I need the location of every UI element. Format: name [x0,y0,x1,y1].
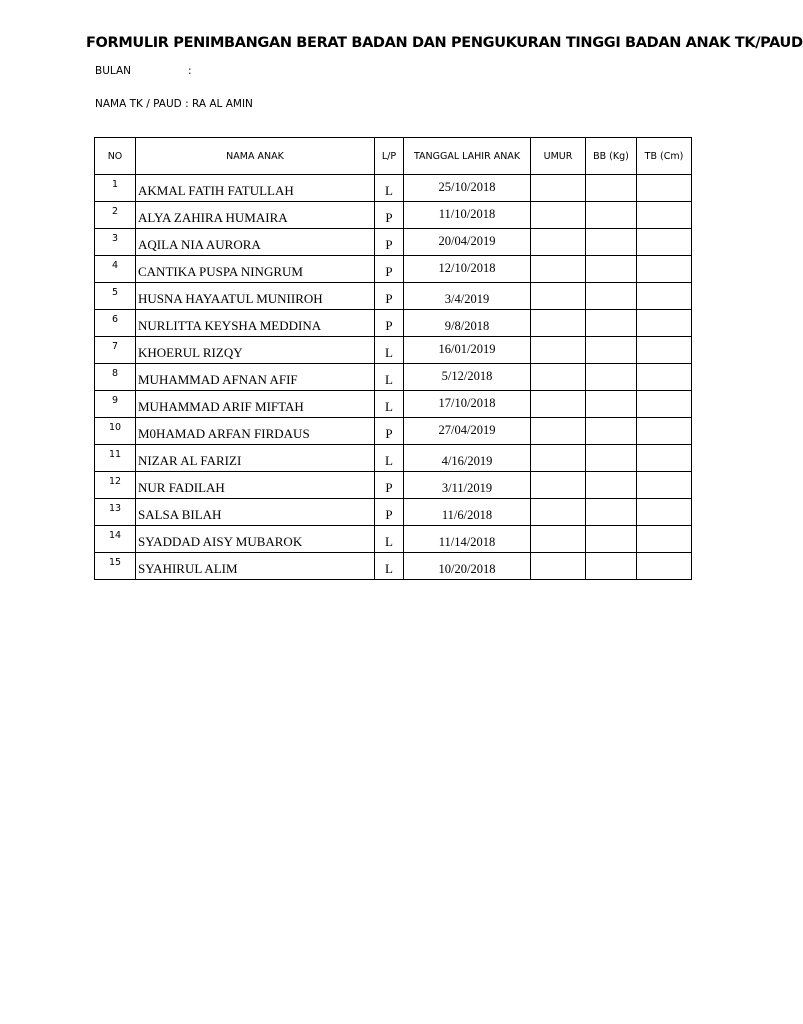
cell-lp [375,445,404,472]
cell-tanggal-lahir-text: 10/20/2018 [438,562,496,576]
cell-bb [586,499,637,526]
cell-tanggal-lahir [404,499,531,526]
cell-lp-text: P [385,318,393,333]
cell-no-text: 14 [108,530,122,541]
cell-bb [586,553,637,580]
cell-lp [375,391,404,418]
cell-nama-anak [136,418,375,445]
cell-umur [531,175,586,202]
header-bb: BB (Kg) [586,138,637,175]
cell-no [95,364,136,391]
bulan-colon: : [188,65,192,77]
cell-tb [637,499,692,526]
cell-lp [375,229,404,256]
table-row [95,310,692,337]
cell-no-text: 5 [111,287,119,298]
cell-no-text: 3 [111,233,119,244]
cell-lp [375,175,404,202]
cell-tb [637,391,692,418]
cell-umur [531,202,586,229]
cell-nama-anak-text: KHOERUL RIZQY [138,345,243,360]
cell-nama-anak [136,526,375,553]
cell-no-text: 1 [111,179,119,190]
header-lp: L/P [375,138,404,175]
table-row [95,337,692,364]
nama-tk-line: NAMA TK / PAUD : RA AL AMIN [95,98,253,110]
cell-tanggal-lahir [404,202,531,229]
cell-no [95,337,136,364]
cell-tanggal-lahir [404,553,531,580]
cell-lp-text: L [385,561,393,576]
cell-bb [586,337,637,364]
cell-no-text: 13 [108,503,122,514]
cell-lp [375,526,404,553]
cell-lp-text: L [385,183,393,198]
cell-nama-anak-text: SYAHIRUL ALIM [138,561,238,576]
cell-bb [586,175,637,202]
cell-tanggal-lahir [404,337,531,364]
table-row [95,445,692,472]
cell-tanggal-lahir-text: 16/01/2019 [438,342,496,356]
header-umur: UMUR [531,138,586,175]
page-title [86,31,803,55]
cell-no [95,526,136,553]
cell-tanggal-lahir [404,391,531,418]
table-row [95,229,692,256]
table-row [95,499,692,526]
cell-umur [531,472,586,499]
cell-no [95,175,136,202]
cell-umur [531,391,586,418]
cell-bb [586,229,637,256]
cell-bb [586,310,637,337]
cell-no [95,310,136,337]
cell-tanggal-lahir [404,175,531,202]
table-row [95,283,692,310]
cell-nama-anak [136,202,375,229]
cell-no-text: 11 [108,449,122,460]
cell-umur [531,418,586,445]
cell-bb [586,256,637,283]
cell-nama-anak-text: ALYA ZAHIRA HUMAIRA [138,210,288,225]
cell-nama-anak-text: CANTIKA PUSPA NINGRUM [138,264,303,279]
cell-no-text: 2 [111,206,119,217]
cell-lp [375,310,404,337]
cell-umur [531,229,586,256]
cell-no-text: 9 [111,395,119,406]
cell-nama-anak-text: NUR FADILAH [138,480,225,495]
cell-nama-anak-text: NURLITTA KEYSHA MEDDINA [138,318,322,333]
cell-bb [586,364,637,391]
cell-lp [375,553,404,580]
cell-lp-text: L [385,372,393,387]
cell-nama-anak-text: M0HAMAD ARFAN FIRDAUS [138,426,310,441]
cell-no [95,391,136,418]
cell-umur [531,337,586,364]
header-nama-anak: NAMA ANAK [136,138,375,175]
cell-nama-anak [136,391,375,418]
cell-umur [531,364,586,391]
cell-nama-anak-text: SALSA BILAH [138,507,222,522]
cell-tb [637,283,692,310]
table-row [95,526,692,553]
cell-tb [637,310,692,337]
cell-tanggal-lahir-text: 11/14/2018 [438,535,496,549]
cell-nama-anak [136,337,375,364]
cell-nama-anak [136,472,375,499]
table-row [95,391,692,418]
table-body [95,175,692,580]
cell-tanggal-lahir-text: 9/8/2018 [444,319,490,333]
cell-bb [586,283,637,310]
cell-nama-anak-text: AKMAL FATIH FATULLAH [138,183,294,198]
cell-umur [531,526,586,553]
cell-umur [531,310,586,337]
cell-lp [375,283,404,310]
page-title-text: FORMULIR PENIMBANGAN BERAT BADAN DAN PENGUKURAN TINGGI BADAN ANAK TK/PAUD [86,35,803,51]
cell-no [95,256,136,283]
cell-bb [586,202,637,229]
cell-nama-anak-text: SYADDAD AISY MUBAROK [138,534,303,549]
cell-tanggal-lahir-text: 17/10/2018 [438,396,496,410]
cell-no [95,445,136,472]
cell-lp-text: L [385,345,393,360]
cell-bb [586,472,637,499]
cell-lp-text: P [385,210,393,225]
cell-nama-anak-text: MUHAMMAD AFNAN AFIF [138,372,298,387]
cell-tanggal-lahir [404,472,531,499]
cell-no-text: 8 [111,368,119,379]
cell-nama-anak [136,364,375,391]
cell-tb [637,364,692,391]
cell-tb [637,445,692,472]
cell-no-text: 4 [111,260,119,271]
cell-tanggal-lahir [404,256,531,283]
cell-nama-anak-text: MUHAMMAD ARIF MIFTAH [138,399,304,414]
cell-nama-anak-text: NIZAR AL FARIZI [138,453,242,468]
cell-tanggal-lahir-text: 4/16/2019 [441,454,493,468]
table-row [95,202,692,229]
cell-lp-text: L [385,453,393,468]
cell-no [95,553,136,580]
cell-tanggal-lahir [404,283,531,310]
cell-tanggal-lahir [404,418,531,445]
cell-tb [637,418,692,445]
cell-tb [637,526,692,553]
cell-umur [531,445,586,472]
cell-tanggal-lahir [404,364,531,391]
cell-no [95,499,136,526]
cell-tanggal-lahir [404,526,531,553]
cell-no-text: 7 [111,341,119,352]
cell-tanggal-lahir-text: 27/04/2019 [438,423,496,437]
cell-nama-anak [136,229,375,256]
cell-tb [637,337,692,364]
cell-tanggal-lahir [404,310,531,337]
cell-umur [531,283,586,310]
table-row [95,418,692,445]
cell-tanggal-lahir-text: 20/04/2019 [438,234,496,248]
cell-nama-anak-text: HUSNA HAYAATUL MUNIIROH [138,291,323,306]
cell-no [95,283,136,310]
table-row [95,553,692,580]
cell-lp-text: P [385,480,393,495]
cell-tb [637,472,692,499]
cell-no-text: 6 [111,314,119,325]
cell-tanggal-lahir-text: 3/11/2019 [441,481,493,495]
cell-no [95,472,136,499]
cell-tanggal-lahir-text: 3/4/2019 [444,292,490,306]
cell-tanggal-lahir [404,229,531,256]
cell-nama-anak [136,256,375,283]
header-tanggal-lahir: TANGGAL LAHIR ANAK [404,138,531,175]
cell-tanggal-lahir-text: 5/12/2018 [441,369,493,383]
cell-tanggal-lahir-text: 25/10/2018 [438,180,496,194]
cell-lp [375,256,404,283]
cell-lp-text: P [385,264,393,279]
cell-tb [637,202,692,229]
cell-lp-text: P [385,291,393,306]
cell-bb [586,445,637,472]
cell-no [95,418,136,445]
cell-tanggal-lahir-text: 11/10/2018 [438,207,496,221]
bulan-line [95,64,192,78]
cell-no [95,229,136,256]
data-table [94,137,692,580]
cell-bb [586,418,637,445]
cell-lp-text: L [385,399,393,414]
header-no: NO [95,138,136,175]
table-row [95,472,692,499]
cell-tb [637,256,692,283]
cell-nama-anak [136,445,375,472]
cell-nama-anak-text: AQILA NIA AURORA [138,237,261,252]
cell-tb [637,175,692,202]
cell-umur [531,256,586,283]
cell-nama-anak [136,499,375,526]
bulan-label: BULAN [95,65,132,77]
cell-tanggal-lahir-text: 12/10/2018 [438,261,496,275]
cell-no [95,202,136,229]
cell-umur [531,553,586,580]
cell-tanggal-lahir-text: 11/6/2018 [441,508,493,522]
cell-lp-text: L [385,534,393,549]
cell-lp [375,202,404,229]
cell-bb [586,391,637,418]
cell-tb [637,229,692,256]
cell-lp-text: P [385,237,393,252]
cell-lp [375,472,404,499]
cell-umur [531,499,586,526]
cell-lp-text: P [385,426,393,441]
cell-lp [375,499,404,526]
cell-nama-anak [136,553,375,580]
cell-tb [637,553,692,580]
table-row [95,175,692,202]
cell-tanggal-lahir [404,445,531,472]
cell-nama-anak [136,175,375,202]
cell-lp-text: P [385,507,393,522]
cell-lp [375,418,404,445]
table-row [95,256,692,283]
header-tb: TB (Cm) [637,138,692,175]
table-row [95,364,692,391]
cell-lp [375,337,404,364]
cell-no-text: 10 [108,422,122,433]
cell-lp [375,364,404,391]
cell-nama-anak [136,283,375,310]
cell-nama-anak [136,310,375,337]
table-header-row [95,138,692,175]
cell-no-text: 12 [108,476,122,487]
cell-no-text: 15 [108,557,122,568]
cell-bb [586,526,637,553]
